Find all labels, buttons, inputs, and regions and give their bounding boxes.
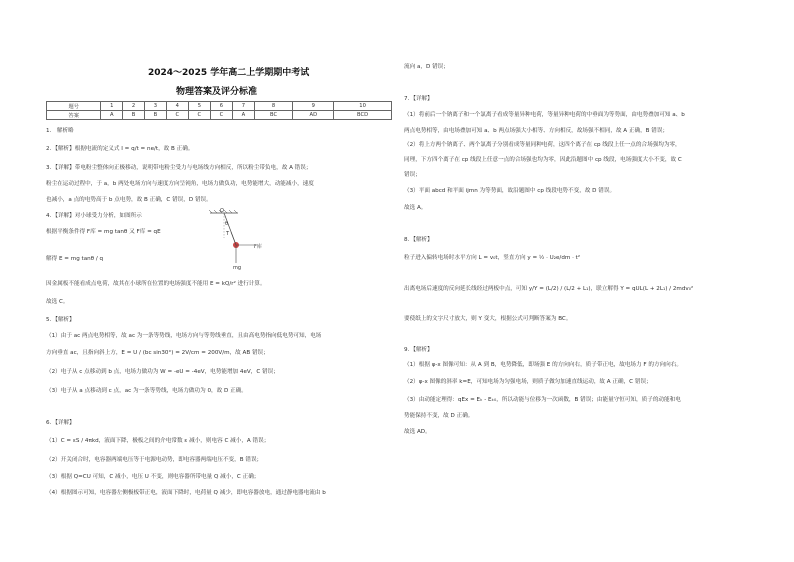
text-line: 粉尘在运动过程中，于 a，b 两处电场方向与速度方向呈钝角，电场力做负功，电势能增大，动能减小，速度 xyxy=(46,181,314,187)
text-line: 出离电场后速度的反向延长线经过两板中点，可知 y/Y = (L/2) / (L/2 + L₁)，联立解得 Y = qUL(L + 2L₁) / 2mdv₀² xyxy=(404,286,694,292)
text-line: 解得 E = mg tanθ / q xyxy=(46,256,104,262)
text-line: 要使纸上的文字尺寸放大，则 Y 变大，根据公式可判断答案为 BC。 xyxy=(404,316,572,322)
text-line: 同理，下方四个离子在 cp 线段上任意一点的合场强也均为零，因此沿题图中 cp 线段，电场强度大小不变，故 C xyxy=(404,157,682,163)
table-cell: 6 xyxy=(210,102,232,111)
text-line: 故选 C。 xyxy=(46,299,69,305)
text-line: 根据平衡条件得 F库 = mg tanθ 又 F库 = qE xyxy=(46,229,161,235)
text-line: 势能保持不变，故 D 正确。 xyxy=(404,413,474,419)
table-cell: 3 xyxy=(144,102,166,111)
table-cell: A xyxy=(101,111,123,120)
table-cell: 5 xyxy=(188,102,210,111)
table-cell: BCD xyxy=(334,111,392,120)
text-line: （1）C = εS / 4πkd，液面下降，极板之间的介电常数 ε 减小，则电容 C 减小，A 错误； xyxy=(46,438,270,444)
text-line: （1）由于 ac 两点电势相等，故 ac 为一条等势线，电场方向与等势线垂直，且由高电势指向低电势可知，电场 xyxy=(46,333,322,339)
text-line: 方向垂直 ac，且指向斜上方，E = U / (bc sin30°) = 2V/cm = 200V/m，故 AB 错误； xyxy=(46,350,269,356)
text-line: （4）根据图示可知，电容器左侧极板带正电，液面下降时，电荷量 Q 减少，即电容器放电，通过静电器电流由 b xyxy=(46,490,326,496)
table-cell: 1 xyxy=(101,102,123,111)
text-line: 粒子进入偏转电场时水平方向 L = v₀t，竖直方向 y = ½ · U₂e/dm · t² xyxy=(404,255,581,261)
table-cell: 10 xyxy=(334,102,392,111)
text-line: （3）平面 abcd 和平面 ijmn 为等势面，故沿题图中 cp 线段电势不变，故 D 错误。 xyxy=(404,188,616,194)
table-cell: AD xyxy=(293,111,334,120)
answer-table-header-row xyxy=(47,102,392,111)
tension-label: T xyxy=(226,231,230,237)
text-line: 两点电势相等，由电场叠加可知 a、b 两点场强大小相等、方向相反，故场强不相同，故 A 正确，B 错误； xyxy=(404,128,669,134)
table-cell: 4 xyxy=(166,102,188,111)
table-cell: C xyxy=(210,111,232,120)
text-line: 错误； xyxy=(404,172,421,178)
text-line: 1． 解析略 xyxy=(46,128,74,134)
force-diagram xyxy=(198,208,268,270)
document-subtitle: 物理答案及评分标准 xyxy=(176,87,258,97)
text-line: 6．【详解】 xyxy=(46,420,75,426)
text-line: （2）将上方两个钠离子、两个氯离子分别看成等量同种电荷，这四个离子在 cp 线段上任一点的合场强均为零， xyxy=(404,142,681,148)
text-line: （2）开关闭合时，电容器两端电压等于电源电动势，即电容器两端电压不变，B 错误； xyxy=(46,457,263,463)
text-line: （3）电子从 a 点移动到 c 点，ac 为一条等势线，电场力做功为 0，故 D 正确。 xyxy=(46,388,247,394)
text-line: （3）根据 Q=CU 可知，C 减小，电压 U 不变，则电容器所带电量 Q 减小，C 正确； xyxy=(46,474,260,480)
table-cell: A xyxy=(232,111,254,120)
text-line: （2）φ-x 图像的斜率 k=E，可知电场为匀强电场，则质子做匀加速直线运动，故 A 正确，C 错误； xyxy=(404,379,652,385)
text-line: （2）电子从 c 点移动到 b 点，电场力做功为 W = -eU = -4eV，电势能增加 4eV，C 错误； xyxy=(46,369,279,375)
point-o-label: O xyxy=(220,208,224,214)
text-line: 5．【解析】 xyxy=(46,317,75,323)
text-line: 流向 a，D 错误； xyxy=(404,64,449,70)
table-cell: 8 xyxy=(254,102,293,111)
text-line: 3．【详解】带电粉尘整体向正极移动，说明带电粉尘受力与电场线方向相反，所以粉尘带负电，故 A 错误； xyxy=(46,165,312,171)
text-line: 也减小，a 点的电势高于 b 点电势，故 B 正确，C 错误，D 错误。 xyxy=(46,197,212,203)
text-line: （1）根据 φ-x 图像可知：从 A 到 B，电势降低，即场强 E 的方向向右，质子带正电，故电场力 F 的方向向右。 xyxy=(404,362,682,368)
table-cell: 答案 xyxy=(47,111,101,120)
table-cell: B xyxy=(123,111,145,120)
text-line: 2．【解析】根据电流的定义式 I = q/t = ne/t，故 B 正确。 xyxy=(46,146,194,152)
answer-table xyxy=(46,101,392,120)
text-line: 8．【解析】 xyxy=(404,237,433,243)
table-cell: 9 xyxy=(293,102,334,111)
table-cell: 7 xyxy=(232,102,254,111)
text-line: （3）由动能定理得：qEx = Eₖ - Eₖ₀，所以动能与位移为一次函数，B 错误；由能量守恒可知，质子的动能和电 xyxy=(404,397,681,403)
answer-table-answer-row xyxy=(47,111,392,120)
table-cell: BC xyxy=(254,111,293,120)
table-cell: 题号 xyxy=(47,102,101,111)
gravity-label: mg xyxy=(233,265,242,270)
text-line: 故选 A。 xyxy=(404,205,427,211)
coulomb-force-label: F库 xyxy=(254,244,262,250)
text-line: 故选 AD。 xyxy=(404,429,431,435)
text-line: （1）将前后一个钠离子和一个氯离子看成等量异种电荷，等量异种电荷的中垂面为等势面，由电势叠加可知 a、b xyxy=(404,112,685,118)
text-line: 因金属板不能看成点电荷，故其在小球所在位置的电场强度不能用 E = kQ/r² 进行计算。 xyxy=(46,281,266,287)
text-line: 7．【详解】 xyxy=(404,96,433,102)
text-line: 9．【解析】 xyxy=(404,347,433,353)
table-cell: C xyxy=(188,111,210,120)
table-cell: 2 xyxy=(123,102,145,111)
table-cell: C xyxy=(166,111,188,120)
text-line: 4．【详解】对小球受力分析，如图所示 xyxy=(46,213,142,219)
table-cell: B xyxy=(144,111,166,120)
document-title: 2024～2025 学年高二上学期期中考试 xyxy=(148,68,310,78)
theta-label: θ xyxy=(225,221,229,227)
